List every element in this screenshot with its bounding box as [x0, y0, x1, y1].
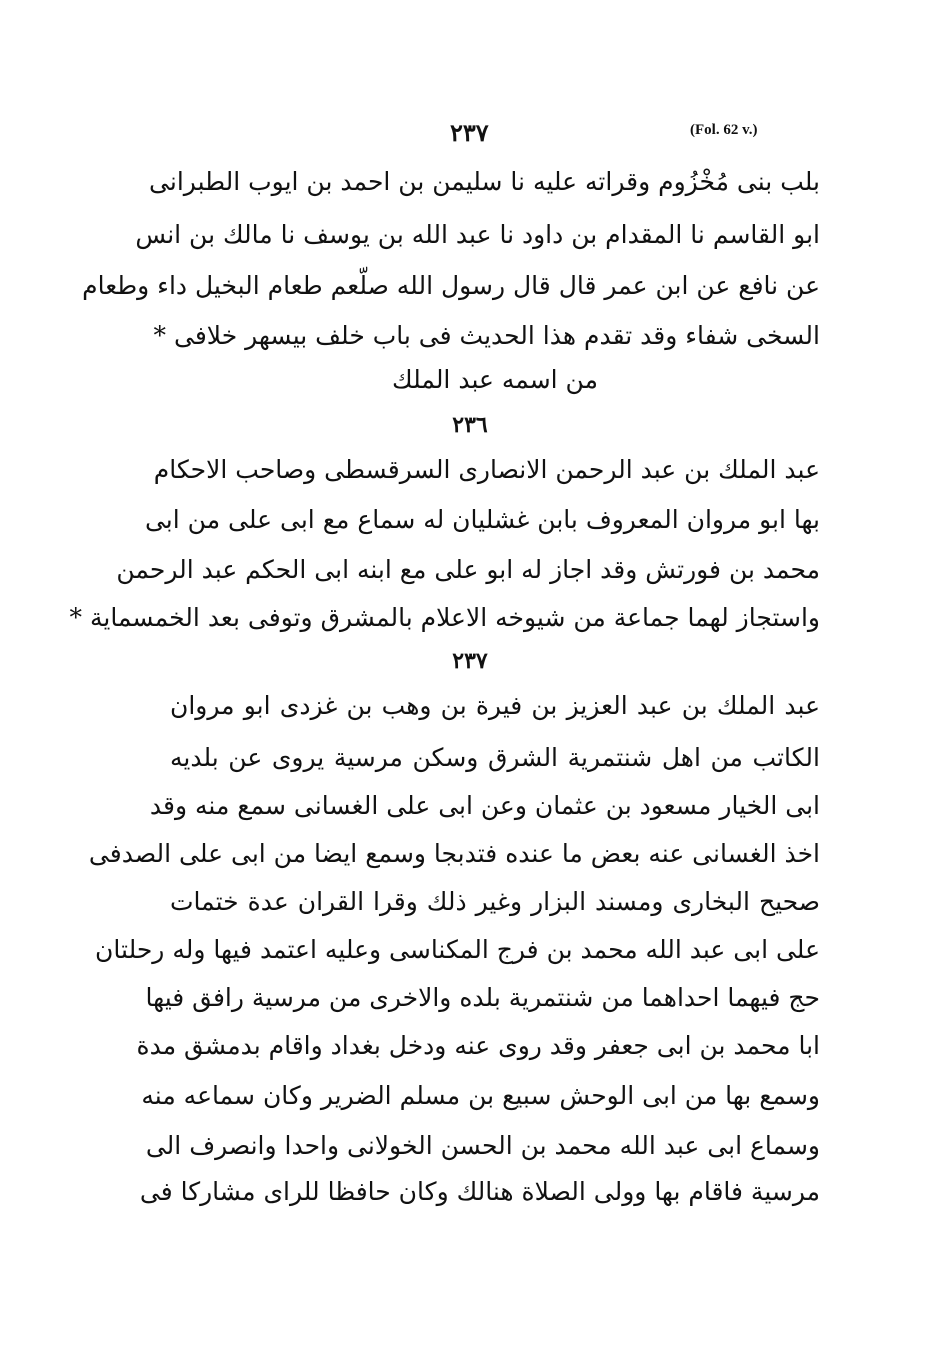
text-line: مرسیة فاقام بها وولی الصلاة هنالك وكان حافظا للرای مشاركا فی [139, 1177, 820, 1206]
page-header [0, 118, 943, 152]
text-line: عبد الملك بن عبد العزیز بن فیرة بن وهب بن غزدی ابو مروان [170, 691, 820, 720]
text-line: واستجاز لهما جماعة من شیوخه الاعلام بالمشرق وتوفی بعد الخمسمایة * [69, 603, 820, 632]
text-line: بلب بنی مُخْزُوم وقراته علیه نا سلیمن بن احمد بن ایوب الطبرانی [149, 167, 820, 196]
entry-number: ٢٣٧ [452, 648, 488, 674]
text-line: صحیح البخاری ومسند البزار وغیر ذلك وقرا القران عدة ختمات [170, 887, 820, 916]
text-line: وسماع ابی عبد الله محمد بن الحسن الخولانی واحدا وانصرف الی [145, 1131, 820, 1160]
text-line: السخی شفاء وقد تقدم هذا الحدیث فی باب خلف بیسهر خلافی * [153, 321, 820, 350]
text-line: عبد الملك بن عبد الرحمن الانصاری السرقسطی وصاحب الاحكام [153, 455, 820, 484]
text-line: الكاتب من اهل شنتمریة الشرق وسكن مرسیة یروی عن بلدیه [170, 743, 820, 772]
text-line: وسمع بها من ابی الوحش سبیع بن مسلم الضریر وكان سماعه منه [141, 1081, 820, 1110]
text-line: محمد بن فورتش وقد اجاز له ابو علی مع ابنه ابی الحكم عبد الرحمن [116, 555, 820, 584]
entry-number: ٢٣٦ [452, 412, 488, 438]
text-line: عن نافع عن ابن عمر قال قال رسول الله صلّعم طعام البخیل داء وطعام [82, 271, 820, 300]
folio-reference: (Fol. 62 v.) [690, 122, 758, 138]
text-line: ابی الخیار مسعود بن عثمان وعن ابی علی الغسانی سمع منه وقد [149, 791, 820, 820]
text-line: بها ابو مروان المعروف بابن غشلیان له سماع مع ابی علی من ابی [144, 505, 820, 534]
section-heading: من اسمه عبد الملك [392, 365, 598, 394]
text-line: ابو القاسم نا المقدام بن داود نا عبد الله بن یوسف نا مالك بن انس [135, 220, 820, 249]
text-line: حج فیهما احداهما من شنتمریة بلده والاخری من مرسیة رافق فیها [145, 983, 820, 1012]
text-line: اخذ الغسانی عنه بعض ما عنده فتدبجا وسمع ایضا من ابی علی الصدفی [88, 839, 820, 868]
text-line: ابا محمد بن ابی جعفر وقد روی عنه ودخل بغداد واقام بدمشق مدة [136, 1031, 820, 1060]
page-number: ٢٣٧ [450, 118, 489, 147]
text-line: علی ابی عبد الله محمد بن فرج المكناسی وعلیه اعتمد فیها وله رحلتان [95, 935, 820, 964]
